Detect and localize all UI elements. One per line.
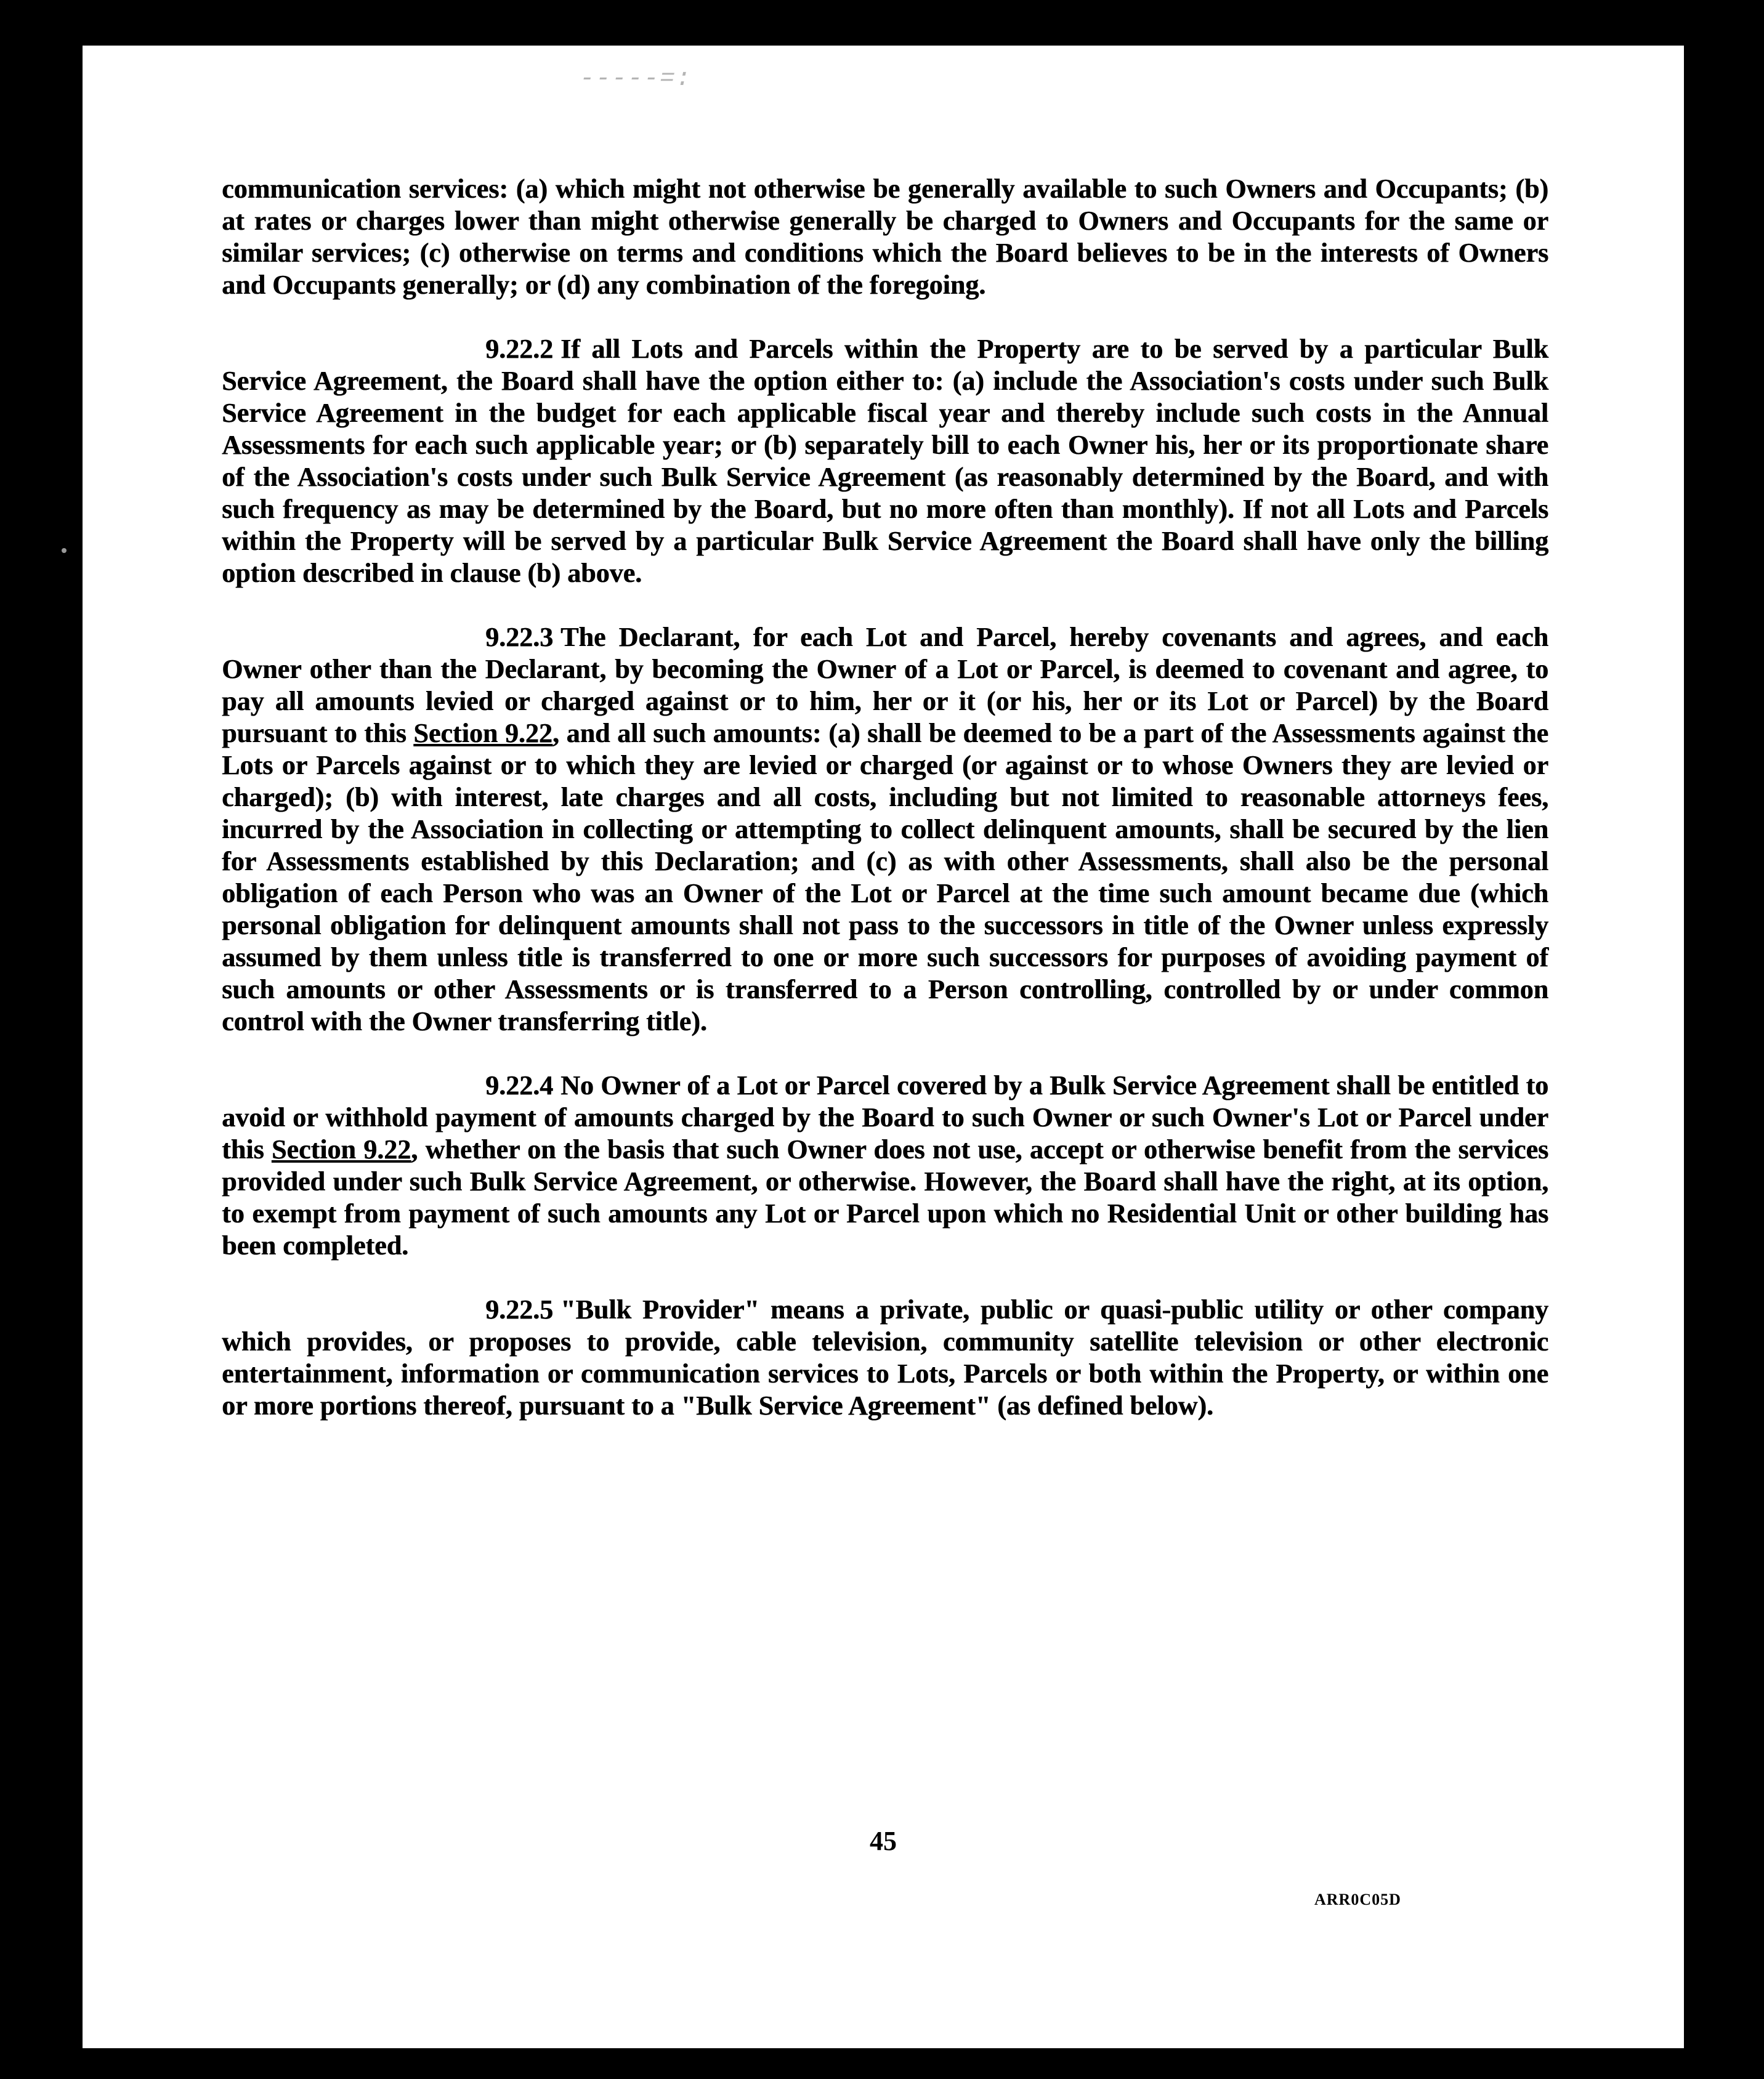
paragraph-text-before: The Declarant, for each Lot and Parcel, hereby covenants and agrees, and each Owner other than the Declarant, by becoming the Owner of a Lot or Parcel, is deemed to covenant and agree, to pay all amounts levied or charged against or to him, her or it (or his, her or its Lot or Parcel) by the Board pursuant to this	[222, 622, 1548, 748]
paragraph-9-22-3	[222, 621, 1548, 1038]
paragraph-text-after: , and all such amounts: (a) shall be deemed to be a part of the Assessments against the Lots or Parcels against or to which they are levied or charged (or against or to whose Owners they are levied or charged); (b) with interest, late charges and all costs, including but not limited to reasonable attorneys fees, incurred by the Association in collecting or attempting to collect delinquent amounts, shall be secured by the lien for Assessments established by this Declaration; and (c) as with other Assessments, shall also be the personal obligation of each Person who was an Owner of the Lot or Parcel at the time such amount became due (which personal obligation for delinquent amounts shall not pass to the successors in title of the Owner unless expressly assumed by them unless title is transferred to one or more such successors for purposes of avoiding payment of such amounts or other Assessments or is transferred to a Person controlling, controlled by or under common control with the Owner transferring title).	[222, 718, 1548, 1036]
document-page	[83, 46, 1684, 2048]
paragraph-continuation	[222, 173, 1548, 301]
paragraph-text-before: No Owner of a Lot or Parcel covered by a Bulk Service Agreement shall be entitled to avoid or withhold payment of amounts charged by the Board to such Owner or such Owner's Lot or Parcel under this	[222, 1070, 1548, 1165]
scan-stamp: -----=:	[577, 65, 695, 93]
section-reference: Section 9.22	[271, 1134, 411, 1165]
document-code: ARR0C05D	[1314, 1891, 1401, 1908]
paragraph-text: communication services: (a) which might not otherwise be generally available to such Owners and Occupants; (b) at rates or charges lower than might otherwise generally be charged to Owners and Occupants for the same or similar services; (c) otherwise on terms and conditions which the Board believes to be in the interests of Owners and Occupants generally; or (d) any combination of the foregoing.	[222, 174, 1548, 300]
paragraph-text-after: , whether on the basis that such Owner does not use, accept or otherwise benefit from the services provided under such Bulk Service Agreement, or otherwise. However, the Board shall have the right, at its option, to exempt from payment of such amounts any Lot or Parcel upon which no Residential Unit or other building has been completed.	[222, 1134, 1548, 1261]
section-number: 9.22.2	[485, 334, 553, 364]
paragraph-9-22-5	[222, 1294, 1548, 1422]
section-number: 9.22.4	[485, 1070, 553, 1100]
section-reference: Section 9.22	[413, 718, 552, 748]
paragraph-9-22-2	[222, 333, 1548, 589]
scan-speck	[1674, 337, 1680, 349]
section-number: 9.22.5	[485, 1294, 553, 1325]
paragraph-text: "Bulk Provider" means a private, public or quasi-public utility or other company which provides, or proposes to provide, cable television, community satellite television or other electronic entertainment, information or communication services to Lots, Parcels or both within the Property, or within one or more portions thereof, pursuant to a "Bulk Service Agreement" (as defined below).	[222, 1294, 1548, 1421]
paragraph-9-22-4	[222, 1070, 1548, 1262]
section-number: 9.22.3	[485, 622, 553, 652]
paragraph-text: If all Lots and Parcels within the Property are to be served by a particular Bulk Service Agreement, the Board shall have the option either to: (a) include the Association's costs under such Bulk Service Agreement in the budget for each applicable fiscal year and thereby include such costs in the Annual Assessments for each such applicable year; or (b) separately bill to each Owner his, her or its proportionate share of the Association's costs under such Bulk Service Agreement (as reasonably determined by the Board, and with such frequency as may be determined by the Board, but no more often than monthly). If not all Lots and Parcels within the Property will be served by a particular Bulk Service Agreement the Board shall have only the billing option described in clause (b) above.	[222, 334, 1548, 588]
scan-speck	[62, 548, 67, 553]
page-number: 45	[870, 1826, 897, 1856]
document-body	[222, 173, 1548, 1454]
